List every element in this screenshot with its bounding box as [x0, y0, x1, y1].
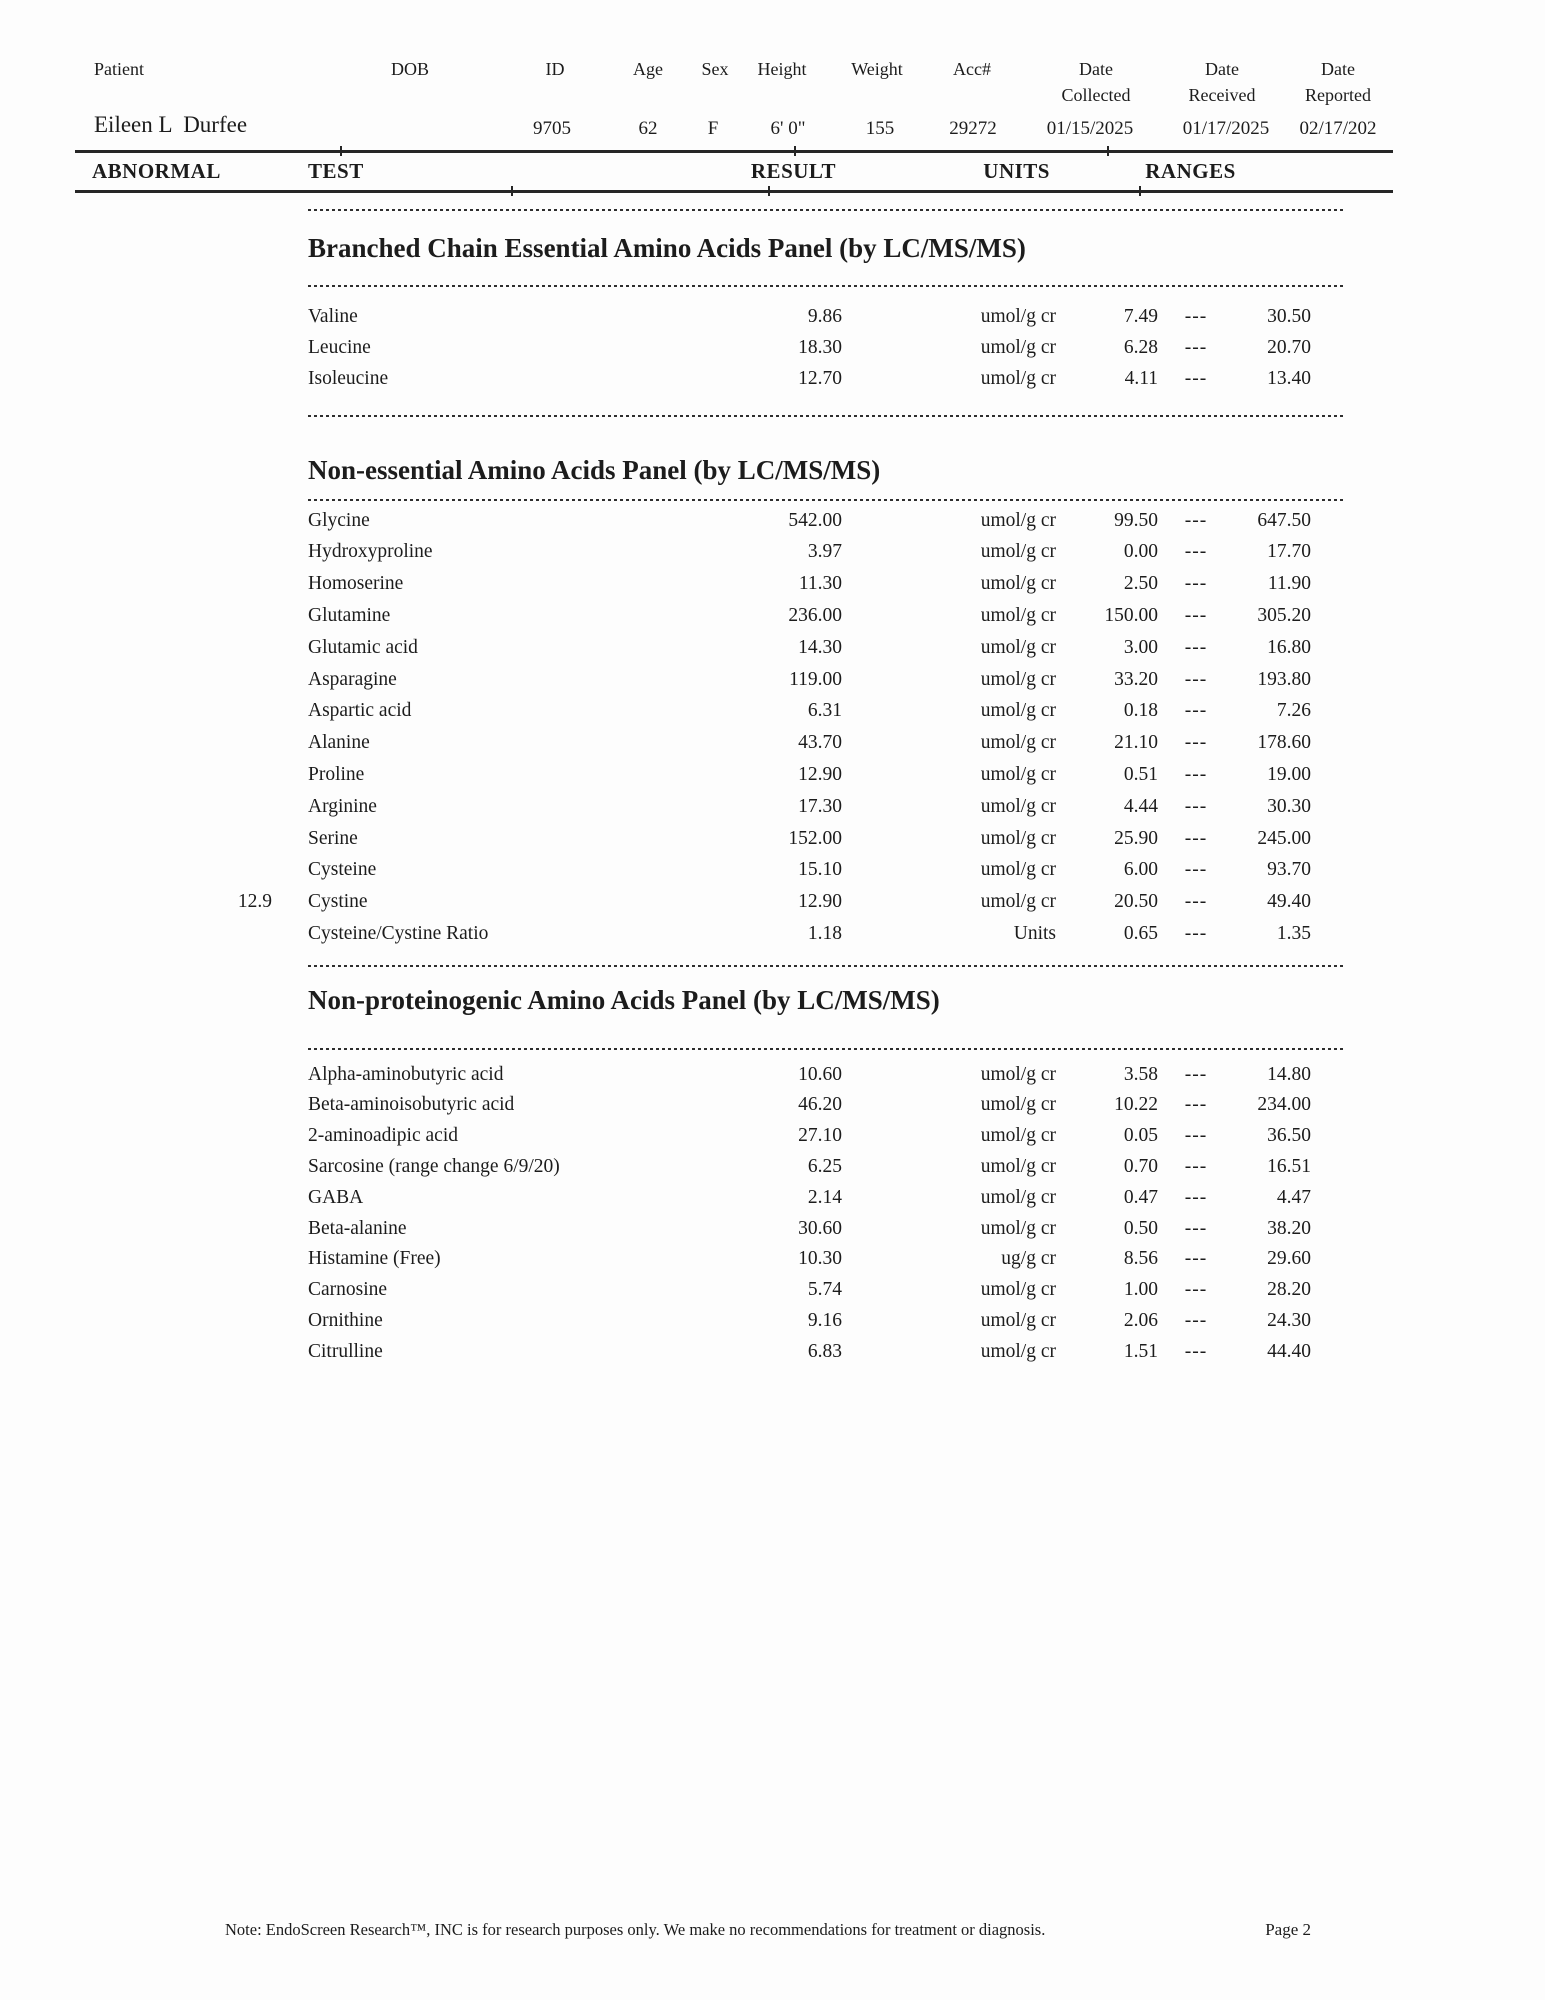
range-separator: ---	[1184, 922, 1208, 944]
test-name: Hydroxyproline	[308, 541, 433, 563]
range-high: 16.51	[1267, 1155, 1311, 1177]
range-high: 16.80	[1267, 636, 1311, 658]
table-row	[92, 1336, 1311, 1367]
range-low: 0.18	[1123, 700, 1158, 722]
abnormal-flag	[92, 1089, 272, 1120]
units-value: umol/g cr	[980, 700, 1056, 722]
rule-tick	[794, 146, 796, 156]
range-separator: ---	[1184, 305, 1208, 327]
units-value: umol/g cr	[980, 509, 1056, 531]
test-name: Glutamine	[308, 604, 391, 626]
test-name: Cysteine/Cystine Ratio	[308, 922, 489, 944]
range-high: 178.60	[1257, 732, 1311, 754]
date-collected-value: 01/15/2025	[1046, 118, 1134, 139]
units-value: umol/g cr	[980, 1125, 1056, 1147]
result-value: 12.70	[798, 367, 842, 389]
test-name: Asparagine	[308, 668, 397, 690]
range-separator: ---	[1184, 891, 1208, 913]
result-value: 2.14	[807, 1186, 842, 1208]
range-low: 3.00	[1123, 636, 1158, 658]
range-high: 36.50	[1267, 1125, 1311, 1147]
dashed-divider	[308, 415, 1346, 417]
test-name: Citrulline	[308, 1340, 383, 1362]
table-row	[92, 1213, 1311, 1244]
column-header-row	[92, 156, 1325, 186]
test-name: Isoleucine	[308, 367, 389, 389]
range-high: 4.47	[1276, 1186, 1311, 1208]
table-row	[92, 536, 1311, 567]
range-separator: ---	[1184, 604, 1208, 626]
test-name: Valine	[308, 305, 358, 327]
table-row	[92, 1120, 1311, 1151]
date-received-value: 01/17/2025	[1182, 118, 1270, 139]
patient-acc-value: 29272	[949, 118, 997, 139]
patient-sex-value: F	[707, 118, 719, 139]
test-name: Carnosine	[308, 1279, 388, 1301]
date-reported-value: 02/17/202	[1299, 118, 1377, 139]
result-value: 9.86	[807, 305, 842, 327]
range-separator: ---	[1184, 636, 1208, 658]
units-value: umol/g cr	[980, 1279, 1056, 1301]
test-name: 2-aminoadipic acid	[308, 1125, 458, 1147]
range-separator: ---	[1184, 859, 1208, 881]
units-value: umol/g cr	[980, 763, 1056, 785]
rule-tick	[1107, 146, 1109, 156]
abnormal-flag	[92, 1274, 272, 1305]
table-row	[92, 1059, 1311, 1090]
rule-tick	[768, 186, 770, 196]
range-low: 1.51	[1123, 1340, 1158, 1362]
range-low: 6.28	[1123, 336, 1158, 358]
abnormal-flag	[92, 1305, 272, 1336]
abnormal-flag	[92, 1182, 272, 1213]
range-low: 20.50	[1114, 891, 1158, 913]
table-row	[92, 854, 1311, 885]
panel-title: Non-essential Amino Acids Panel (by LC/MS/MS)	[308, 455, 881, 485]
abnormal-flag: 12.9	[237, 891, 272, 913]
range-low: 7.49	[1123, 305, 1158, 327]
range-low: 0.00	[1123, 541, 1158, 563]
test-name: Alpha-aminobutyric acid	[308, 1063, 504, 1085]
range-separator: ---	[1184, 1063, 1208, 1085]
range-low: 2.06	[1123, 1309, 1158, 1331]
range-high: 7.26	[1276, 700, 1311, 722]
range-high: 49.40	[1267, 891, 1311, 913]
table-row	[92, 1151, 1311, 1182]
result-value: 3.97	[807, 541, 842, 563]
units-value: umol/g cr	[980, 827, 1056, 849]
result-value: 6.83	[807, 1340, 842, 1362]
result-value: 5.74	[807, 1279, 842, 1301]
table-row	[92, 1243, 1311, 1274]
units-value: umol/g cr	[980, 573, 1056, 595]
range-separator: ---	[1184, 1094, 1208, 1116]
abnormal-flag	[92, 727, 272, 758]
range-low: 25.90	[1114, 827, 1158, 849]
abnormal-flag	[92, 759, 272, 790]
units-value: umol/g cr	[980, 636, 1056, 658]
result-value: 10.30	[798, 1248, 842, 1270]
test-name: Beta-alanine	[308, 1217, 407, 1239]
result-value: 10.60	[798, 1063, 842, 1085]
range-low: 2.50	[1123, 573, 1158, 595]
units-value: umol/g cr	[980, 859, 1056, 881]
range-low: 8.56	[1123, 1248, 1158, 1270]
range-low: 0.70	[1123, 1155, 1158, 1177]
date-reported-label-line2: Reported	[1305, 85, 1371, 105]
range-low: 1.00	[1123, 1279, 1158, 1301]
sex-label: Sex	[701, 59, 729, 79]
units-value: umol/g cr	[980, 336, 1056, 358]
range-high: 305.20	[1257, 604, 1311, 626]
result-value: 152.00	[788, 827, 842, 849]
table-row	[92, 727, 1311, 758]
range-low: 0.50	[1123, 1217, 1158, 1239]
range-separator: ---	[1184, 367, 1208, 389]
range-high: 24.30	[1267, 1309, 1311, 1331]
units-value: umol/g cr	[980, 305, 1056, 327]
range-separator: ---	[1184, 1186, 1208, 1208]
table-row	[92, 600, 1311, 631]
range-high: 17.70	[1267, 541, 1311, 563]
result-value: 6.31	[807, 700, 842, 722]
abnormal-flag	[92, 301, 272, 332]
abnormal-flag	[92, 1151, 272, 1182]
range-low: 6.00	[1123, 859, 1158, 881]
range-separator: ---	[1184, 1248, 1208, 1270]
abnormal-flag	[92, 1243, 272, 1274]
range-high: 1.35	[1276, 922, 1311, 944]
table-row	[92, 823, 1311, 854]
result-value: 12.90	[798, 763, 842, 785]
rule-tick	[340, 146, 342, 156]
range-separator: ---	[1184, 573, 1208, 595]
test-name: Homoserine	[308, 573, 404, 595]
result-value: 119.00	[789, 668, 842, 690]
range-low: 0.05	[1123, 1125, 1158, 1147]
range-high: 234.00	[1257, 1094, 1311, 1116]
range-low: 10.22	[1114, 1094, 1158, 1116]
range-separator: ---	[1184, 336, 1208, 358]
range-high: 19.00	[1267, 763, 1311, 785]
column-header-units: UNITS	[983, 159, 1050, 183]
abnormal-flag	[92, 632, 272, 663]
result-value: 30.60	[798, 1217, 842, 1239]
date-reported-label-line1: Date	[1321, 59, 1355, 79]
range-high: 93.70	[1267, 859, 1311, 881]
abnormal-flag	[92, 791, 272, 822]
result-value: 542.00	[788, 509, 842, 531]
range-separator: ---	[1184, 700, 1208, 722]
abnormal-flag	[92, 695, 272, 726]
range-separator: ---	[1184, 763, 1208, 785]
patient-height-value: 6' 0"	[770, 118, 806, 139]
test-name: Histamine (Free)	[308, 1248, 441, 1270]
range-separator: ---	[1184, 732, 1208, 754]
abnormal-flag	[92, 363, 272, 394]
rule-tick	[511, 186, 513, 196]
units-value: umol/g cr	[980, 668, 1056, 690]
range-low: 4.44	[1123, 795, 1158, 817]
patient-weight-value: 155	[865, 118, 895, 139]
units-value: Units	[1013, 922, 1056, 944]
units-value: umol/g cr	[980, 1309, 1056, 1331]
range-high: 28.20	[1267, 1279, 1311, 1301]
test-name: Leucine	[308, 336, 371, 358]
range-low: 33.20	[1114, 668, 1158, 690]
result-value: 15.10	[798, 859, 842, 881]
range-low: 150.00	[1104, 604, 1158, 626]
range-high: 11.90	[1267, 573, 1311, 595]
range-high: 193.80	[1257, 668, 1311, 690]
table-row	[92, 791, 1311, 822]
result-value: 27.10	[798, 1125, 842, 1147]
test-name: Cystine	[308, 891, 368, 913]
table-row	[92, 759, 1311, 790]
range-separator: ---	[1184, 1340, 1208, 1362]
abnormal-flag	[92, 1059, 272, 1090]
footer-note: Note: EndoScreen Research™, INC is for research purposes only. We make no recommendations for treatment or diagnosis.	[225, 1920, 1046, 1939]
units-value: umol/g cr	[980, 1094, 1056, 1116]
range-separator: ---	[1184, 509, 1208, 531]
result-value: 14.30	[798, 636, 842, 658]
table-row	[92, 1305, 1311, 1336]
units-value: umol/g cr	[980, 604, 1056, 626]
abnormal-flag	[92, 823, 272, 854]
units-value: ug/g cr	[1001, 1248, 1056, 1270]
result-value: 11.30	[798, 573, 842, 595]
weight-label: Weight	[851, 59, 903, 79]
result-value: 236.00	[788, 604, 842, 626]
table-row	[92, 886, 1311, 917]
units-value: umol/g cr	[980, 732, 1056, 754]
abnormal-flag	[92, 536, 272, 567]
range-low: 21.10	[1114, 732, 1158, 754]
acc-label: Acc#	[953, 59, 991, 79]
date-received-label-line2: Received	[1188, 85, 1256, 105]
result-value: 6.25	[807, 1155, 842, 1177]
range-low: 0.47	[1123, 1186, 1158, 1208]
panel-title: Branched Chain Essential Amino Acids Panel (by LC/MS/MS)	[308, 233, 1026, 263]
date-collected-label-line2: Collected	[1061, 85, 1131, 105]
result-value: 9.16	[807, 1309, 842, 1331]
test-name: Arginine	[308, 795, 377, 817]
age-label: Age	[633, 59, 663, 79]
range-separator: ---	[1184, 1125, 1208, 1147]
range-separator: ---	[1184, 668, 1208, 690]
abnormal-flag	[92, 664, 272, 695]
height-label: Height	[757, 59, 807, 79]
table-row	[92, 1182, 1311, 1213]
test-name: Glutamic acid	[308, 636, 418, 658]
dashed-divider	[308, 285, 1346, 287]
abnormal-flag	[92, 854, 272, 885]
page-number: Page 2	[1265, 1920, 1311, 1939]
patient-name: Eileen L Durfee	[94, 112, 248, 137]
result-value: 12.90	[798, 891, 842, 913]
units-value: umol/g cr	[980, 1340, 1056, 1362]
dashed-divider	[308, 965, 1346, 967]
table-row	[92, 918, 1311, 949]
table-row	[92, 1089, 1311, 1120]
range-separator: ---	[1184, 1155, 1208, 1177]
range-high: 44.40	[1267, 1340, 1311, 1362]
abnormal-flag	[92, 918, 272, 949]
column-header-result: RESULT	[750, 159, 836, 183]
range-separator: ---	[1184, 1309, 1208, 1331]
units-value: umol/g cr	[980, 1186, 1056, 1208]
dashed-divider	[308, 499, 1346, 501]
units-value: umol/g cr	[980, 541, 1056, 563]
test-name: Cysteine	[308, 859, 377, 881]
patient-age-value: 62	[638, 118, 658, 139]
range-low: 0.65	[1123, 922, 1158, 944]
column-header-abnormal: ABNORMAL	[92, 159, 221, 183]
test-name: Aspartic acid	[308, 700, 412, 722]
dashed-divider	[308, 1048, 1346, 1050]
table-row	[92, 301, 1311, 332]
range-separator: ---	[1184, 1279, 1208, 1301]
result-value: 1.18	[807, 922, 842, 944]
header-rule-top	[75, 150, 1393, 153]
result-value: 46.20	[798, 1094, 842, 1116]
table-row	[92, 568, 1311, 599]
table-row	[92, 332, 1311, 363]
range-low: 0.51	[1123, 763, 1158, 785]
abnormal-flag	[92, 1120, 272, 1151]
units-value: umol/g cr	[980, 367, 1056, 389]
abnormal-flag	[92, 600, 272, 631]
column-header-test: TEST	[308, 159, 364, 183]
header-rule-bottom	[75, 190, 1393, 193]
range-separator: ---	[1184, 827, 1208, 849]
result-value: 18.30	[798, 336, 842, 358]
table-row	[92, 1274, 1311, 1305]
dashed-divider	[308, 209, 1346, 211]
range-low: 99.50	[1114, 509, 1158, 531]
test-name: GABA	[308, 1186, 364, 1208]
units-value: umol/g cr	[980, 795, 1056, 817]
range-separator: ---	[1184, 795, 1208, 817]
abnormal-flag	[92, 332, 272, 363]
range-high: 30.50	[1267, 305, 1311, 327]
test-name: Proline	[308, 763, 365, 785]
column-header-ranges: RANGES	[1145, 159, 1236, 183]
abnormal-flag	[92, 568, 272, 599]
panel-title: Non-proteinogenic Amino Acids Panel (by LC/MS/MS)	[308, 985, 940, 1015]
range-high: 38.20	[1267, 1217, 1311, 1239]
range-high: 245.00	[1257, 827, 1311, 849]
dob-label: DOB	[390, 59, 430, 79]
range-high: 29.60	[1267, 1248, 1311, 1270]
table-row	[92, 664, 1311, 695]
range-low: 3.58	[1123, 1063, 1158, 1085]
test-name: Beta-aminoisobutyric acid	[308, 1094, 515, 1116]
test-name: Serine	[308, 827, 358, 849]
units-value: umol/g cr	[980, 891, 1056, 913]
units-value: umol/g cr	[980, 1063, 1056, 1085]
test-name: Glycine	[308, 509, 370, 531]
range-high: 647.50	[1257, 509, 1311, 531]
range-high: 30.30	[1267, 795, 1311, 817]
abnormal-flag	[92, 1213, 272, 1244]
rule-tick	[1139, 186, 1141, 196]
id-label: ID	[545, 59, 565, 79]
table-row	[92, 632, 1311, 663]
result-value: 17.30	[798, 795, 842, 817]
units-value: umol/g cr	[980, 1217, 1056, 1239]
test-name: Alanine	[308, 732, 370, 754]
patient-label: Patient	[94, 59, 144, 79]
range-high: 14.80	[1267, 1063, 1311, 1085]
date-received-label-line1: Date	[1205, 59, 1239, 79]
test-name: Ornithine	[308, 1309, 383, 1331]
date-collected-label-line1: Date	[1079, 59, 1113, 79]
range-separator: ---	[1184, 541, 1208, 563]
table-row	[92, 363, 1311, 394]
result-value: 43.70	[798, 732, 842, 754]
range-high: 13.40	[1267, 367, 1311, 389]
abnormal-flag	[92, 1336, 272, 1367]
table-row	[92, 505, 1311, 536]
test-name: Sarcosine (range change 6/9/20)	[308, 1155, 560, 1177]
abnormal-flag	[92, 505, 272, 536]
table-row	[92, 695, 1311, 726]
range-high: 20.70	[1267, 336, 1311, 358]
units-value: umol/g cr	[980, 1155, 1056, 1177]
range-low: 4.11	[1124, 367, 1158, 389]
patient-id-value: 9705	[533, 118, 571, 139]
range-separator: ---	[1184, 1217, 1208, 1239]
